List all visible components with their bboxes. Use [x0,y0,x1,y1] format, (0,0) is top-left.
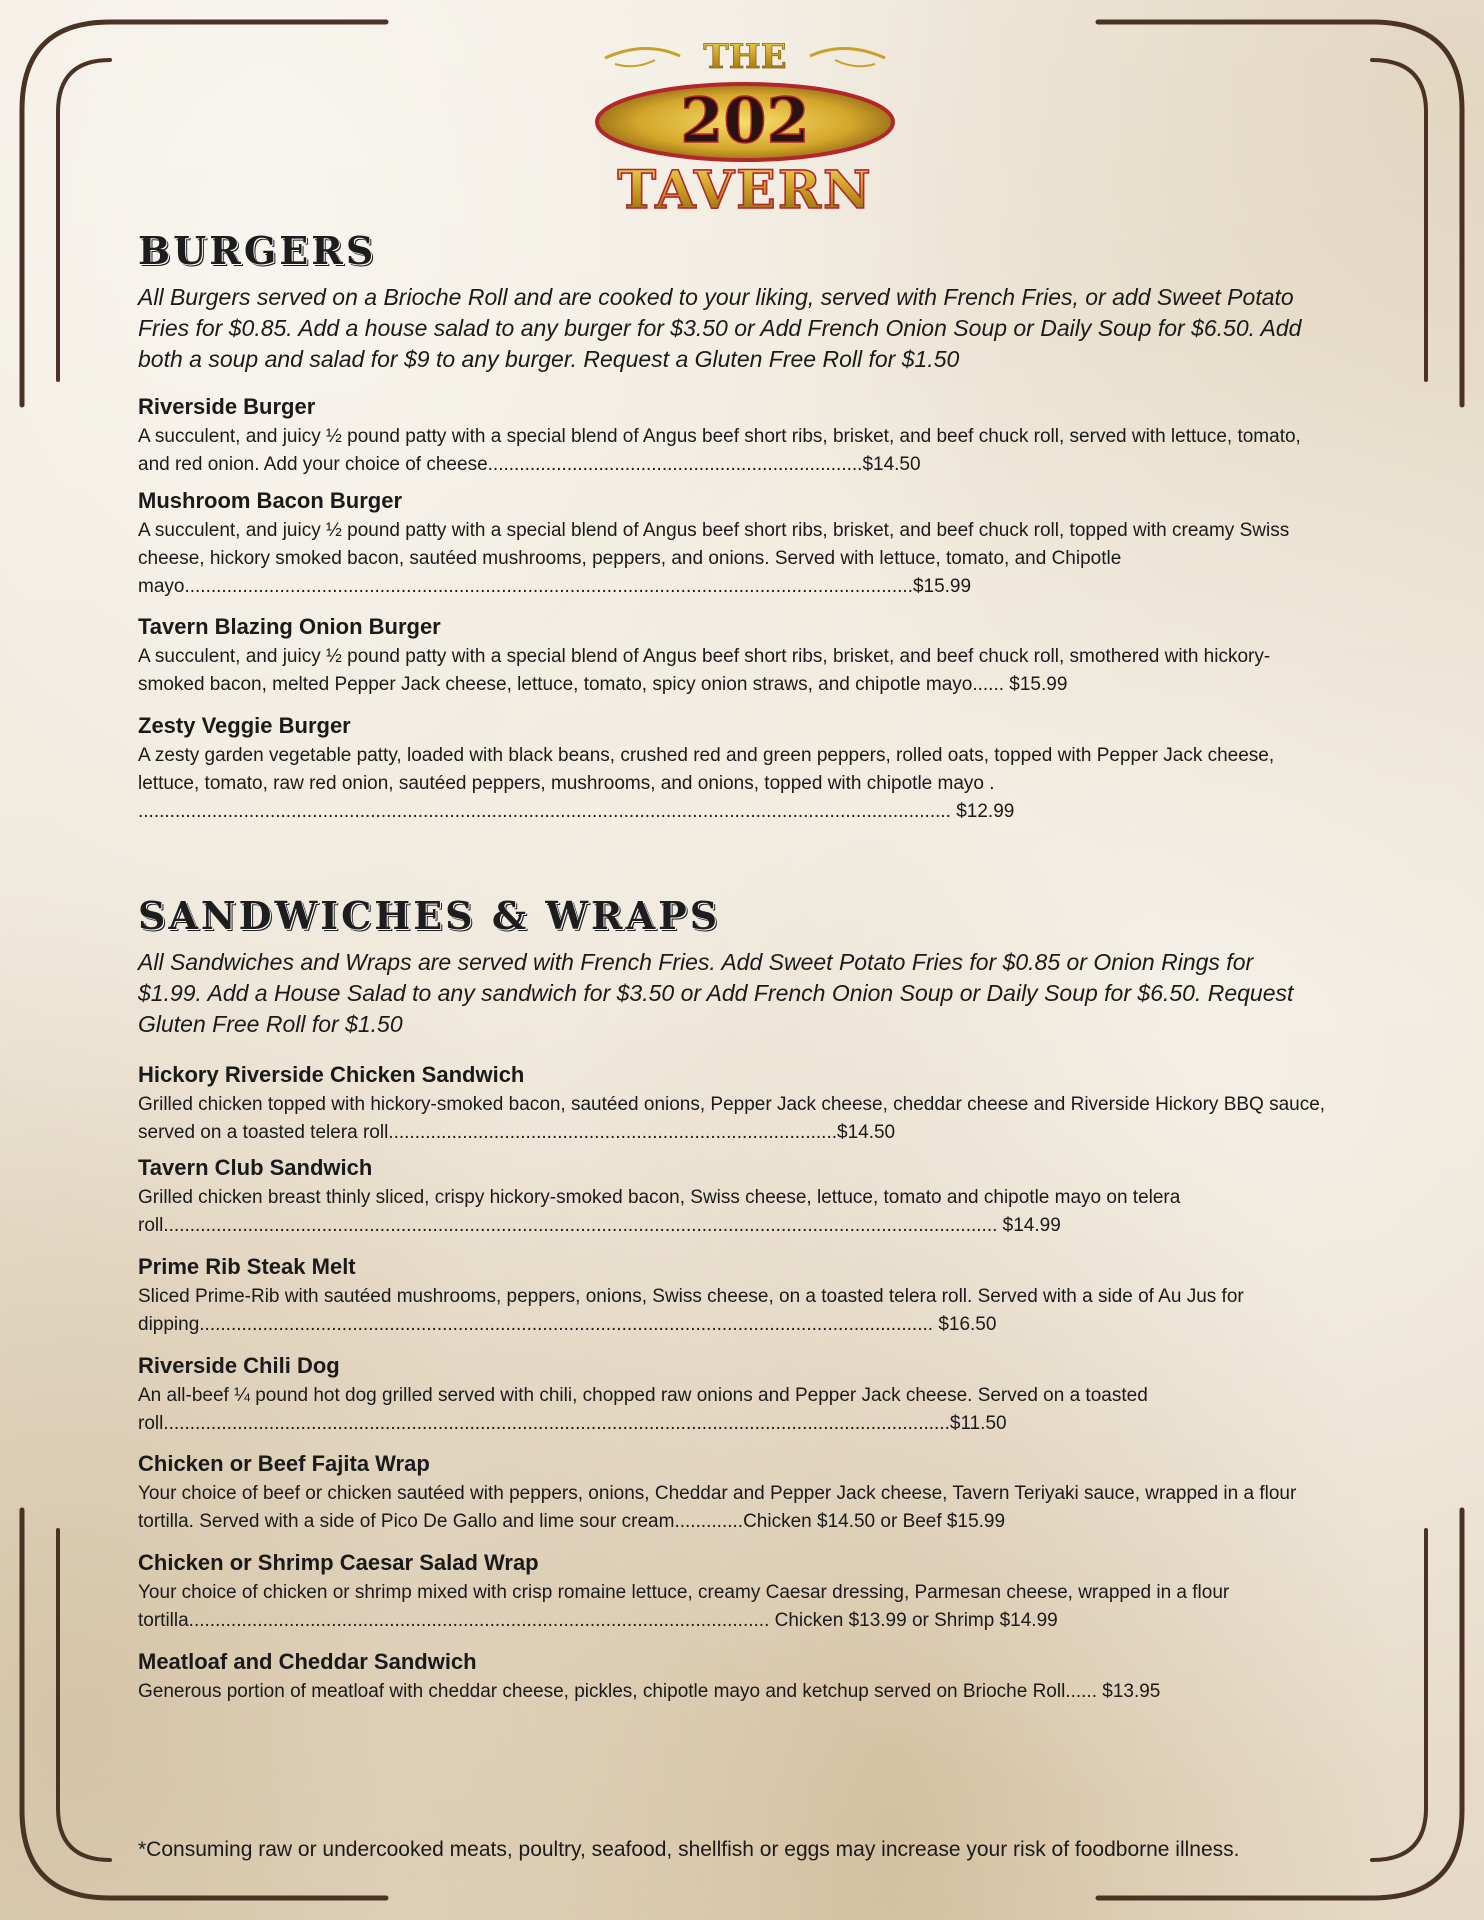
burgers-intro: All Burgers served on a Brioche Roll and are cooked to your liking, served with French Fries, or add Sweet Potato Fries for $0.85. Add a house salad to any burger for $3.50 or Add French Onion Soup or Daily Soup for $6.50. Add both a soup and salad for $9 to any burger. Request a Gluten Free Roll for $1.50 [138,284,1302,372]
menu-item-chicken-or-shrimp-caesar-salad-wrap [138,1549,1328,1635]
item-name: Mushroom Bacon Burger [138,488,403,513]
menu-item-riverside-chili-dog [138,1352,1328,1438]
menu-item-riverside-burger [138,393,1328,479]
item-price: $12.99 [956,801,1015,822]
menu-item-tavern-club-sandwich [138,1154,1328,1240]
item-name: Riverside Chili Dog [138,1353,340,1378]
food-safety-disclaimer: *Consuming raw or undercooked meats, poultry, seafood, shellfish or eggs may increase your risk of foodborne illness. [138,1838,1240,1861]
item-name: Riverside Burger [138,394,316,419]
logo-202: 202 [680,84,810,157]
item-description: A succulent, and juicy ½ pound patty with a special blend of Angus beef short ribs, brisket, and beef chuck roll, served with lettuce, tomato, and red onion. Add your choice of cheese.......................................................................$14.50 [138,426,1301,475]
item-description: Grilled chicken breast thinly sliced, crispy hickory-smoked bacon, Swiss cheese, lettuce, tomato and chipotle mayo on telera roll.............................................................................................................................................................. $14.99 [138,1187,1181,1236]
item-name: Hickory Riverside Chicken Sandwich [138,1062,525,1087]
logo-the: THE [703,37,787,77]
menu-item-zesty-veggie-burger [138,712,1328,826]
menu-item-hickory-riverside-chicken-sandwich [138,1061,1328,1147]
menu-item-mushroom-bacon-burger [138,487,1328,601]
item-price: $14.50 [862,454,921,475]
item-name: Zesty Veggie Burger [138,713,351,738]
item-description: Grilled chicken topped with hickory-smoked bacon, sautéed onions, Pepper Jack cheese, cheddar cheese and Riverside Hickory BBQ sauce, served on a toasted telera roll.....................................................................................$14.50 [138,1094,1326,1143]
item-price: $14.99 [1002,1215,1061,1236]
menu-item-meatloaf-and-cheddar-sandwich [138,1648,1328,1706]
item-name: Chicken or Beef Fajita Wrap [138,1451,430,1476]
item-name: Tavern Club Sandwich [138,1155,373,1180]
item-description: A succulent, and juicy ½ pound patty with a special blend of Angus beef short ribs, brisket, and beef chuck roll, smothered with hickory-smoked bacon, melted Pepper Jack cheese, lettuce, tomato, spicy onion straws, and chipotle mayo...... $15.99 [138,646,1271,695]
item-price: $16.50 [938,1314,997,1335]
section-title-burgers: BURGERS [138,228,377,273]
item-price: Chicken $13.99 or Shrimp $14.99 [774,1610,1058,1631]
item-price: $11.50 [949,1413,1007,1434]
item-name: Tavern Blazing Onion Burger [138,614,441,639]
item-price: $15.99 [912,576,972,597]
section-title-sandwiches-wraps: SANDWICHES & WRAPS [138,893,721,938]
item-price: $13.95 [1102,1681,1161,1702]
menu-item-prime-rib-steak-melt [138,1253,1328,1339]
item-name: Meatloaf and Cheddar Sandwich [138,1649,477,1674]
sandwiches-intro: All Sandwiches and Wraps are served with French Fries. Add Sweet Potato Fries for $0.85 or Onion Rings for $1.99. Add a House Salad to any sandwich for $3.50 or Add French Onion Soup or Daily Soup for $6.50. Request Gluten Free Roll for $1.50 [138,949,1294,1037]
menu-item-tavern-blazing-onion-burger [138,613,1328,699]
item-description: An all-beef ¼ pound hot dog grilled served with chili, chopped raw onions and Pepper Jack cheese. Served on a toasted roll.....................................................................................................................................................$11.50 [138,1385,1148,1434]
item-description: Your choice of chicken or shrimp mixed with crisp romaine lettuce, creamy Caesar dressing, Parmesan cheese, wrapped in a flour tortilla.............................................................................................................. Chicken $13.99 or Shrimp $14.99 [138,1582,1230,1631]
item-price: $15.99 [1009,674,1068,695]
item-name: Prime Rib Steak Melt [138,1254,356,1279]
item-name: Chicken or Shrimp Caesar Salad Wrap [138,1550,539,1575]
tavern-logo [585,30,905,220]
item-description: Sliced Prime-Rib with sautéed mushrooms, peppers, onions, Swiss cheese, on a toasted telera roll. Served with a side of Au Jus for dipping........................................................................................................................................... $16.50 [138,1286,1244,1335]
item-description: A zesty garden vegetable patty, loaded with black beans, crushed red and green peppers, rolled oats, topped with Pepper Jack cheese, lettuce, tomato, raw red onion, sautéed peppers, mushrooms, and onions, topped with chipotle mayo . .......................................................................................................................................................... $12.99 [138,745,1275,822]
item-price: Chicken $14.50 or Beef $15.99 [743,1511,1006,1532]
item-price: $14.50 [837,1122,896,1143]
item-description: A succulent, and juicy ½ pound patty with a special blend of Angus beef short ribs, brisket, and beef chuck roll, topped with creamy Swiss cheese, hickory smoked bacon, sautéed mushrooms, peppers, and onions. Served with lettuce, tomato, and Chipotle mayo..........................................................................................................................................$15.99 [138,520,1290,597]
item-description: Your choice of beef or chicken sautéed with peppers, onions, Cheddar and Pepper Jack cheese, Tavern Teriyaki sauce, wrapped in a flour tortilla. Served with a side of Pico De Gallo and lime sour cream.............Chicken $14.50 or Beef $15.99 [138,1483,1297,1532]
menu-item-chicken-or-beef-fajita-wrap [138,1450,1328,1536]
logo-tavern: TAVERN [617,160,873,220]
item-description: Generous portion of meatloaf with cheddar cheese, pickles, chipotle mayo and ketchup served on Brioche Roll...... $13.95 [138,1681,1161,1702]
